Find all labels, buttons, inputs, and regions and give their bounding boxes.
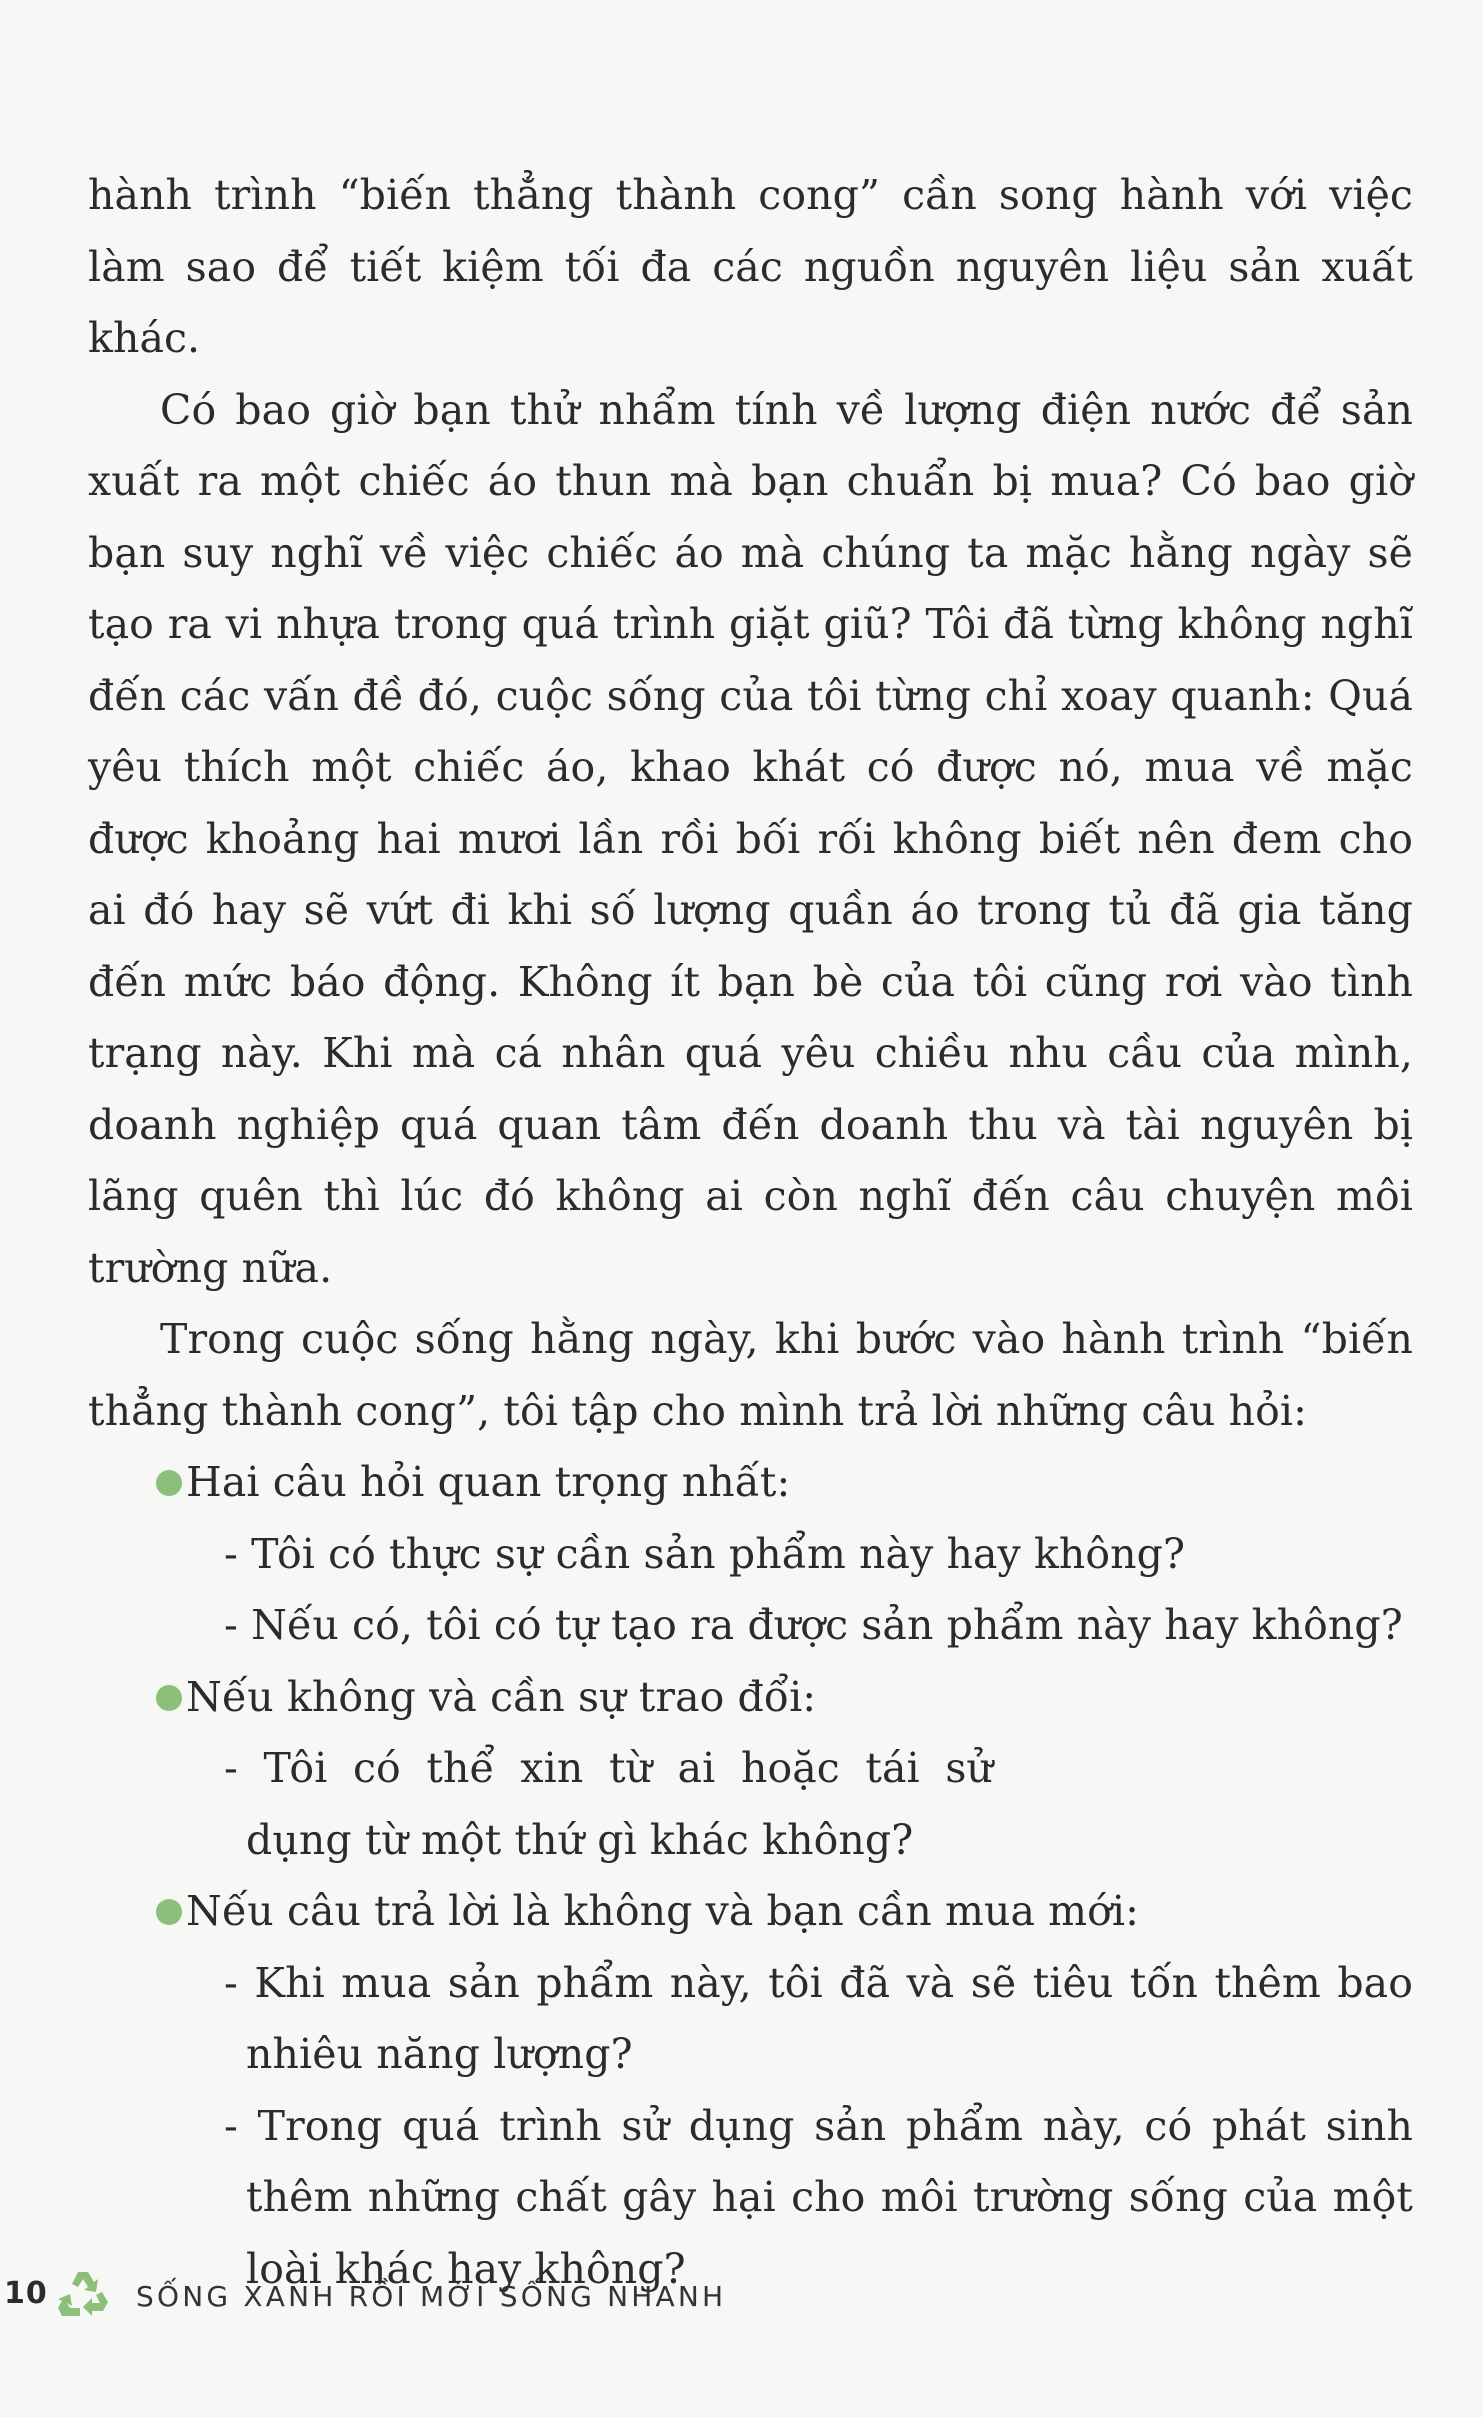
bullet-label: Hai câu hỏi quan trọng nhất: [186, 1458, 791, 1506]
page-footer [0, 2268, 900, 2324]
bullet-label: Nếu không và cần sự trao đổi: [186, 1672, 817, 1721]
dash-item: - Tôi có thực sự cần sản phẩm này hay không? [224, 1529, 1186, 1578]
bullet-group-2 [88, 1662, 1413, 1877]
dash-item: - Trong quá trình sử dụng sản phẩm này, có phát sinh thêm những chất gây hại cho môi trường sống của một loài khác hay không? [224, 2101, 1413, 2293]
page-number: 10 [4, 2276, 48, 2311]
book-title: SỐNG XANH RỒI MỚI SỐNG NHANH [136, 2280, 727, 2313]
recycle-icon [58, 2268, 114, 2320]
paragraph-2: Có bao giờ bạn thử nhẩm tính về lượng điện nước để sản xuất ra một chiếc áo thun mà bạn chuẩn bị mua? Có bao giờ bạn suy nghĩ về việc chiếc áo mà chúng ta mặc hằng ngày sẽ tạo ra vi nhựa trong quá trình giặt giũ? Tôi đã từng không nghĩ đến các vấn đề đó, cuộc sống của tôi từng chỉ xoay quanh: Quá yêu thích một chiếc áo, khao khát có được nó, mua về mặc được khoảng hai mươi lần rồi bối rối không biết nên đem cho ai đó hay sẽ vứt đi khi số lượng quần áo trong tủ đã gia tăng đến mức báo động. Không ít bạn bè của tôi cũng rơi vào tình trạng này. Khi mà cá nhân quá yêu chiều nhu cầu của mình, doanh nghiệp quá quan tâm đến doanh thu và tài nguyên bị lãng quên thì lúc đó không ai còn nghĩ đến câu chuyện môi trường nữa. [88, 385, 1413, 1292]
bullet-dot-icon [156, 1685, 182, 1711]
bullet-dot-icon [156, 1470, 182, 1496]
paragraph-3: Trong cuộc sống hằng ngày, khi bước vào hành trình “biến thẳng thành cong”, tôi tập cho mình trả lời những câu hỏi: [88, 1315, 1413, 1435]
body-text [88, 160, 1413, 2305]
dash-item: - Khi mua sản phẩm này, tôi đã và sẽ tiêu tốn thêm bao nhiêu năng lượng? [224, 1958, 1413, 2078]
bullet-item [88, 1447, 1413, 1519]
bullet-label: Nếu câu trả lời là không và bạn cần mua mới: [186, 1887, 1140, 1935]
bullet-group-3 [88, 1876, 1413, 2305]
dash-item: - Tôi có thể xin từ ai hoặc tái sử dụng từ một thứ gì khác không? [224, 1744, 993, 1864]
bullet-dot-icon [156, 1899, 182, 1925]
bullet-item [88, 1876, 1413, 1948]
dash-item: - Nếu có, tôi có tự tạo ra được sản phẩm này hay không? [224, 1601, 1403, 1649]
paragraph-1: hành trình “biến thẳng thành cong” cần song hành với việc làm sao để tiết kiệm tối đa các nguồn nguyên liệu sản xuất khác. [88, 171, 1413, 362]
bullet-item [88, 1662, 1413, 1734]
bullet-group-1 [88, 1447, 1413, 1662]
